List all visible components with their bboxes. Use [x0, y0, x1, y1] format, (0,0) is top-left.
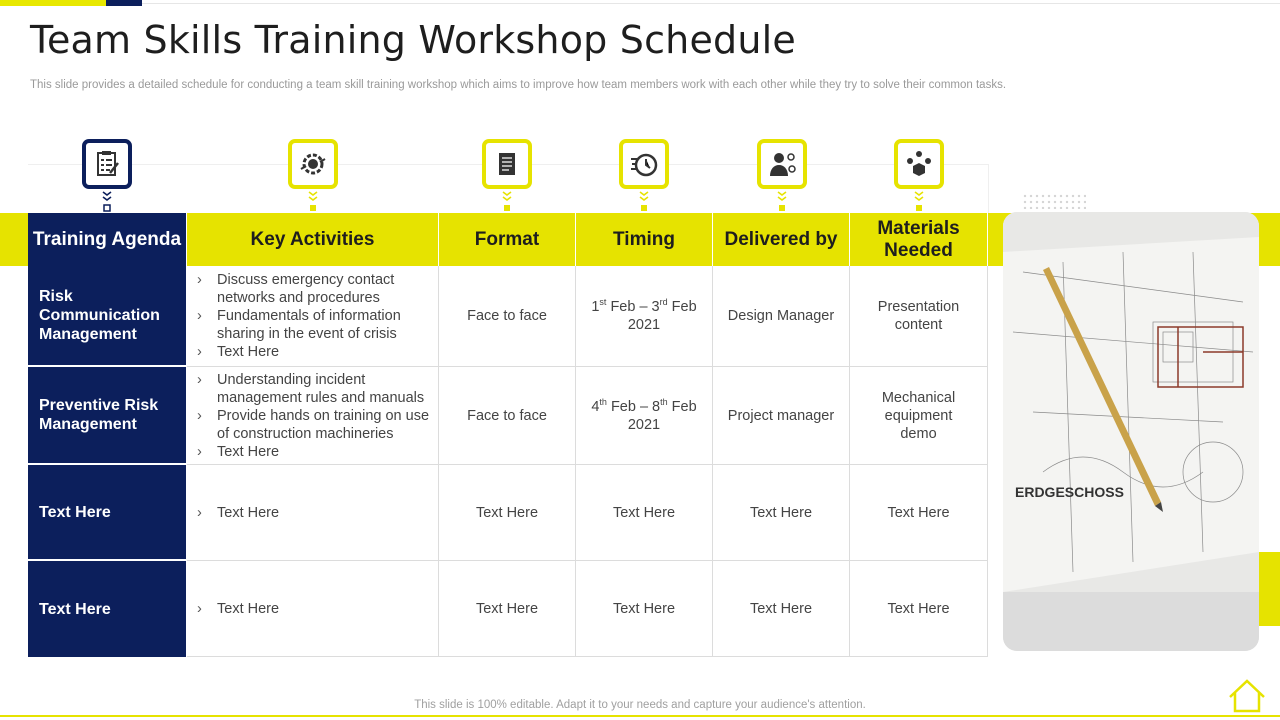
icon-row-edge [988, 164, 989, 213]
chevron-down-icon [101, 190, 113, 212]
header-format: Format [439, 213, 576, 266]
chevron-down-icon [776, 190, 788, 212]
header-timing: Timing [576, 213, 713, 266]
list-item: › Text Here [197, 504, 279, 522]
header-key-activities: Key Activities [187, 213, 439, 266]
materials-cell: Presentation content [850, 266, 988, 367]
list-item: › Provide hands on training on use of construction machineries [197, 407, 438, 443]
chevron-down-icon [501, 190, 513, 212]
timing-cell: 4th Feb – 8th Feb 2021 [576, 367, 713, 465]
list-item: › Fundamentals of information sharing in the event of crisis [197, 307, 438, 343]
home-icon[interactable] [1226, 677, 1268, 715]
page-title: Team Skills Training Workshop Schedule [30, 18, 796, 62]
format-cell: Face to face [439, 266, 576, 367]
agenda-cell: Text Here [28, 465, 187, 561]
delivered-by-cell: Text Here [713, 561, 850, 657]
activities-cell [187, 465, 439, 561]
list-item: › Understanding incident management rules and manuals [197, 371, 438, 407]
format-cell: Face to face [439, 367, 576, 465]
checklist-icon [82, 139, 132, 189]
activities-cell [187, 561, 439, 657]
dot-pattern [1022, 193, 1086, 209]
footer-note: This slide is 100% editable. Adapt it to your needs and capture your audience's attention. [414, 699, 866, 711]
blueprint-photo [1003, 212, 1259, 651]
list-item: › Text Here [197, 600, 279, 618]
photo-caption: ERDGESCHOSS [1015, 484, 1124, 500]
delivered-by-cell: Design Manager [713, 266, 850, 367]
presenter-icon [757, 139, 807, 189]
agenda-cell: Text Here [28, 561, 187, 657]
timing-cell: Text Here [576, 465, 713, 561]
gear-brain-icon [288, 139, 338, 189]
materials-cell: Text Here [850, 465, 988, 561]
materials-cell: Mechanical equipment demo [850, 367, 988, 465]
header-delivered-by: Delivered by [713, 213, 850, 266]
list-item: › Text Here [197, 343, 438, 361]
materials-cell: Text Here [850, 561, 988, 657]
agenda-cell: Risk Communication Management [28, 266, 187, 367]
activities-cell [187, 266, 439, 367]
document-icon [482, 139, 532, 189]
top-accent-navy [106, 0, 142, 6]
delivered-by-cell: Project manager [713, 367, 850, 465]
header-materials-needed: Materials Needed [850, 213, 988, 266]
clock-icon [619, 139, 669, 189]
materials-icon [894, 139, 944, 189]
timing-cell: 1st Feb – 3rd Feb 2021 [576, 266, 713, 367]
top-divider [142, 3, 1280, 4]
chevron-down-icon [638, 190, 650, 212]
top-accent-yellow [0, 0, 106, 6]
list-item: › Discuss emergency contact networks and procedures [197, 271, 438, 307]
activities-cell [187, 367, 439, 465]
page-subtitle: This slide provides a detailed schedule for conducting a team skill training workshop which aims to improve how team members work with each other while they try to solve their common tasks. [30, 79, 1007, 91]
chevron-down-icon [307, 190, 319, 212]
header-training-agenda: Training Agenda [28, 213, 187, 266]
timing-cell: Text Here [576, 561, 713, 657]
format-cell: Text Here [439, 561, 576, 657]
format-cell: Text Here [439, 465, 576, 561]
side-accent-yellow [1259, 552, 1280, 626]
delivered-by-cell: Text Here [713, 465, 850, 561]
chevron-down-icon [913, 190, 925, 212]
list-item: › Text Here [197, 443, 438, 461]
agenda-cell: Preventive Risk Management [28, 367, 187, 465]
bottom-accent-line [0, 715, 1280, 717]
